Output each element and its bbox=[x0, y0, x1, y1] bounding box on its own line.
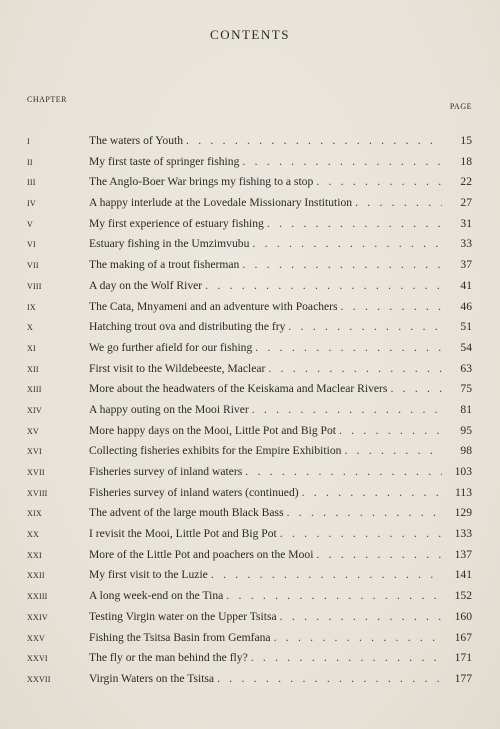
chapter-number: XIV bbox=[27, 405, 42, 415]
page-number: 37 bbox=[460, 258, 472, 272]
page-number: 18 bbox=[460, 154, 472, 168]
page-number: 22 bbox=[460, 175, 472, 189]
page-number: 95 bbox=[460, 423, 472, 437]
dot-leader bbox=[186, 134, 442, 147]
chapter-number: XXII bbox=[27, 571, 45, 581]
chapter-title: Estuary fishing in the Umzimvubu bbox=[89, 237, 250, 251]
chapter-column-label: CHAPTER bbox=[27, 95, 67, 104]
dot-leader bbox=[390, 382, 442, 395]
page-number: 51 bbox=[460, 320, 472, 334]
chapter-number: V bbox=[27, 219, 33, 229]
page-number: 129 bbox=[454, 506, 472, 520]
page-number: 167 bbox=[454, 630, 472, 644]
page-number: 103 bbox=[454, 465, 472, 478]
dot-leader bbox=[217, 672, 442, 685]
chapter-number: XXIV bbox=[27, 612, 48, 622]
contents-entry bbox=[27, 237, 472, 258]
chapter-number: IV bbox=[27, 199, 36, 209]
contents-entry bbox=[27, 155, 472, 176]
chapter-title: Fisheries survey of inland waters bbox=[89, 465, 243, 478]
dot-leader bbox=[211, 568, 442, 581]
chapter-title: My first taste of springer fishing bbox=[89, 154, 240, 168]
chapter-title: The advent of the large mouth Black Bass bbox=[89, 506, 284, 520]
dot-leader bbox=[255, 341, 442, 354]
chapter-title: The Anglo-Boer War brings my fishing to a stop bbox=[89, 175, 314, 189]
chapter-title: The Cata, Mnyameni and an adventure with Poachers bbox=[89, 299, 338, 313]
dot-leader bbox=[355, 196, 442, 209]
page-number: 113 bbox=[455, 485, 472, 499]
dot-leader bbox=[316, 175, 442, 188]
contents-entry bbox=[27, 134, 472, 155]
chapter-title: A happy interlude at the Lovedale Missionary Institution bbox=[89, 196, 353, 210]
dot-leader bbox=[267, 217, 442, 230]
contents-entry bbox=[27, 258, 472, 279]
contents-entry bbox=[27, 175, 472, 196]
contents-entry bbox=[27, 631, 472, 652]
chapter-title: The fly or the man behind the fly? bbox=[89, 651, 248, 665]
chapter-title: Testing Virgin water on the Upper Tsitsa bbox=[89, 609, 277, 623]
page-number: 33 bbox=[460, 237, 472, 251]
chapter-title: My first visit to the Luzie bbox=[89, 568, 208, 582]
page-number: 63 bbox=[460, 361, 472, 375]
dot-leader bbox=[280, 610, 442, 623]
chapter-title: I revisit the Mooi, Little Pot and Big Pot bbox=[89, 527, 277, 541]
chapter-number: II bbox=[27, 157, 33, 167]
chapter-number: XVII bbox=[27, 468, 45, 477]
page-number: 133 bbox=[454, 527, 472, 541]
dot-leader bbox=[302, 486, 442, 499]
chapter-title: More about the headwaters of the Keiskama and Maclear Rivers bbox=[89, 382, 388, 396]
chapter-number: VIII bbox=[27, 281, 42, 291]
chapter-number: XXVII bbox=[27, 674, 51, 684]
dot-leader bbox=[242, 155, 442, 168]
chapter-number: XXV bbox=[27, 633, 45, 643]
contents-entry bbox=[27, 465, 472, 486]
chapter-number: XXVI bbox=[27, 654, 48, 664]
chapter-number: XV bbox=[27, 426, 39, 436]
page-number: 152 bbox=[454, 589, 472, 603]
chapter-number: IX bbox=[27, 302, 36, 312]
page-number: 31 bbox=[460, 216, 472, 230]
contents-entry bbox=[27, 341, 472, 362]
page-number: 171 bbox=[454, 651, 472, 665]
dot-leader bbox=[274, 631, 442, 644]
page-number: 81 bbox=[460, 402, 472, 416]
contents-entry bbox=[27, 506, 472, 527]
page-number: 41 bbox=[460, 278, 472, 292]
contents-entry bbox=[27, 403, 472, 424]
dot-leader bbox=[341, 300, 442, 313]
chapter-title: My first experience of estuary fishing bbox=[89, 216, 264, 230]
chapter-number: I bbox=[27, 137, 30, 146]
contents-entry bbox=[27, 610, 472, 631]
contents-entry bbox=[27, 382, 472, 403]
contents-entry bbox=[27, 362, 472, 383]
chapter-title: The waters of Youth bbox=[89, 134, 184, 147]
contents-entry bbox=[27, 651, 472, 672]
contents-entry bbox=[27, 196, 472, 217]
dot-leader bbox=[226, 589, 442, 602]
page-number: 98 bbox=[460, 444, 472, 458]
page-number: 75 bbox=[460, 382, 472, 396]
contents-entry bbox=[27, 444, 472, 465]
page-number: 160 bbox=[454, 609, 472, 623]
dot-leader bbox=[339, 424, 442, 437]
contents-list bbox=[27, 134, 472, 693]
chapter-number: XXIII bbox=[27, 592, 48, 602]
page-number: 27 bbox=[460, 196, 472, 210]
chapter-title: The making of a trout fisherman bbox=[89, 258, 240, 272]
page-number: 46 bbox=[460, 299, 472, 313]
page-number: 177 bbox=[454, 671, 472, 685]
chapter-number: XIII bbox=[27, 385, 42, 395]
contents-entry bbox=[27, 320, 472, 341]
contents-entry bbox=[27, 548, 472, 569]
chapter-number: VI bbox=[27, 240, 36, 250]
chapter-title: More of the Little Pot and poachers on the Mooi bbox=[89, 547, 314, 561]
page-number: 15 bbox=[460, 134, 472, 147]
dot-leader bbox=[288, 320, 442, 333]
chapter-number: XVIII bbox=[27, 488, 48, 498]
chapter-title: More happy days on the Mooi, Little Pot and Big Pot bbox=[89, 423, 336, 437]
chapter-title: A day on the Wolf River bbox=[89, 278, 203, 292]
page-number: 141 bbox=[454, 568, 472, 582]
chapter-title: Collecting fisheries exhibits for the Empire Exhibition bbox=[89, 444, 342, 458]
contents-entry bbox=[27, 424, 472, 445]
dot-leader bbox=[205, 279, 442, 292]
dot-leader bbox=[245, 465, 442, 478]
dot-leader bbox=[242, 258, 442, 271]
chapter-number: VII bbox=[27, 261, 39, 271]
chapter-number: III bbox=[27, 178, 36, 188]
chapter-number: XXI bbox=[27, 550, 42, 560]
chapter-title: Fisheries survey of inland waters (continued) bbox=[89, 485, 299, 499]
contents-entry bbox=[27, 527, 472, 548]
dot-leader bbox=[287, 506, 442, 519]
page-number: 137 bbox=[454, 547, 472, 561]
page-number: 54 bbox=[460, 340, 472, 354]
chapter-number: XX bbox=[27, 530, 39, 540]
page-column-label: PAGE bbox=[449, 102, 472, 111]
chapter-title: We go further afield for our fishing bbox=[89, 340, 253, 354]
dot-leader bbox=[280, 527, 442, 540]
chapter-title: A long week-end on the Tina bbox=[89, 589, 224, 603]
contents-entry bbox=[27, 300, 472, 321]
chapter-title: Fishing the Tsitsa Basin from Gemfana bbox=[89, 630, 271, 644]
chapter-title: A happy outing on the Mooi River bbox=[89, 402, 249, 416]
dot-leader bbox=[268, 362, 442, 375]
dot-leader bbox=[252, 403, 442, 416]
chapter-title: Virgin Waters on the Tsitsa bbox=[89, 671, 215, 685]
chapter-title: Hatching trout ova and distributing the fry bbox=[89, 320, 286, 334]
dot-leader bbox=[316, 548, 442, 561]
contents-entry bbox=[27, 672, 472, 693]
contents-entry bbox=[27, 486, 472, 507]
contents-entry bbox=[27, 217, 472, 238]
chapter-number: XI bbox=[27, 343, 36, 353]
chapter-title: First visit to the Wildebeeste, Maclear bbox=[89, 361, 266, 375]
chapter-number: XVI bbox=[27, 447, 42, 457]
chapter-number: XII bbox=[27, 364, 39, 374]
contents-entry bbox=[27, 568, 472, 589]
contents-entry bbox=[27, 589, 472, 610]
dot-leader bbox=[252, 237, 442, 250]
page-title: CONTENTS bbox=[210, 27, 290, 42]
dot-leader bbox=[344, 444, 442, 457]
chapter-number: X bbox=[27, 323, 33, 333]
dot-leader bbox=[251, 651, 442, 664]
chapter-number: XIX bbox=[27, 509, 42, 519]
contents-entry bbox=[27, 279, 472, 300]
